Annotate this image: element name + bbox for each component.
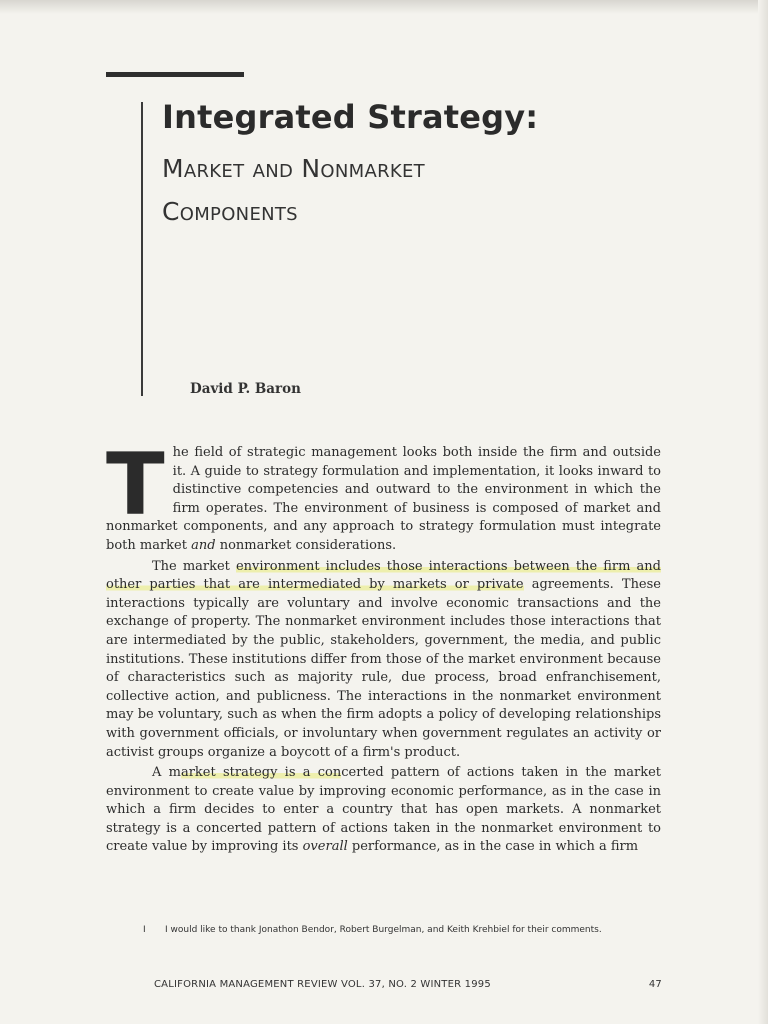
paragraph-1-text: he field of strategic management looks both inside the firm and outside it. A guide to strategy formulation and implementation, it looks inward to distinctive competencies and outward to the environment in which the firm operates. The environment of business is composed of market and nonmarket components, and any approach to strategy formulation must integrate both market: [106, 445, 661, 553]
drop-cap: T: [106, 435, 165, 535]
paragraph-3-start: A m: [152, 765, 181, 781]
title-side-rule: [141, 102, 143, 396]
paragraph-3-highlight: arket strategy is a con: [180, 765, 342, 781]
paragraph-2-rest: agreements. These interactions typically are voluntary and involve economic transactions and the exchange of property. The nonmarket environment includes those interactions that are intermediated by the public, stakeholders, government, the media, and public institutions. These institutions differ from those of the market environment because of characteristics such as majority rule, due process, broad enfranchisement, collective action, and publicness. The interactions in the nonmarket environment may be voluntary, such as when the firm adopts a policy of developing relationships with government officials, or involuntary when government regulates an activity or activist groups organize a boycott of a firm's product.: [106, 577, 661, 760]
subtitle-line-2: Components: [162, 197, 298, 226]
paragraph-2-start: The market: [152, 558, 236, 574]
paragraph-2: [106, 558, 661, 763]
paragraph-3-mid: certed pattern of actions taken in the market environment to create value by improving economic performance, as in the case in which a firm decides to enter a country that has open markets. A nonmarket strategy is a concerted pattern of actions taken in the nonmarket environment to create value by improving its: [106, 765, 661, 855]
article-body: [106, 435, 661, 857]
paragraph-1-emphasis: and: [191, 537, 216, 553]
author-name: David P. Baron: [190, 381, 301, 397]
paragraph-3-end: performance, as in the case in which a firm: [347, 839, 639, 855]
footnote: [143, 925, 663, 935]
footnote-text: I would like to thank Jonathon Bendor, Robert Burgelman, and Keith Krehbiel for their comments.: [165, 925, 602, 935]
paragraph-1: [106, 435, 661, 556]
article-title: Integrated Strategy:: [162, 98, 539, 136]
journal-citation: CALIFORNIA MANAGEMENT REVIEW VOL. 37, NO. 2 WINTER 1995: [154, 979, 491, 990]
paragraph-1-end: nonmarket considerations.: [215, 537, 397, 553]
article-subtitle: [162, 147, 425, 233]
page-number: 47: [648, 979, 662, 990]
title-top-rule: [106, 72, 244, 77]
scan-shadow-top: [0, 0, 768, 14]
paragraph-3: [106, 764, 661, 857]
scan-shadow-right: [758, 0, 768, 1024]
footnote-mark: I: [143, 925, 146, 935]
page-footer: [154, 979, 662, 990]
subtitle-line-1: Market and Nonmarket: [162, 154, 425, 183]
paragraph-3-emphasis: overall: [302, 839, 348, 855]
paragraph-2-highlight: environment includes those interactions between the firm and other parties that are intermediated by markets or private: [106, 558, 661, 593]
